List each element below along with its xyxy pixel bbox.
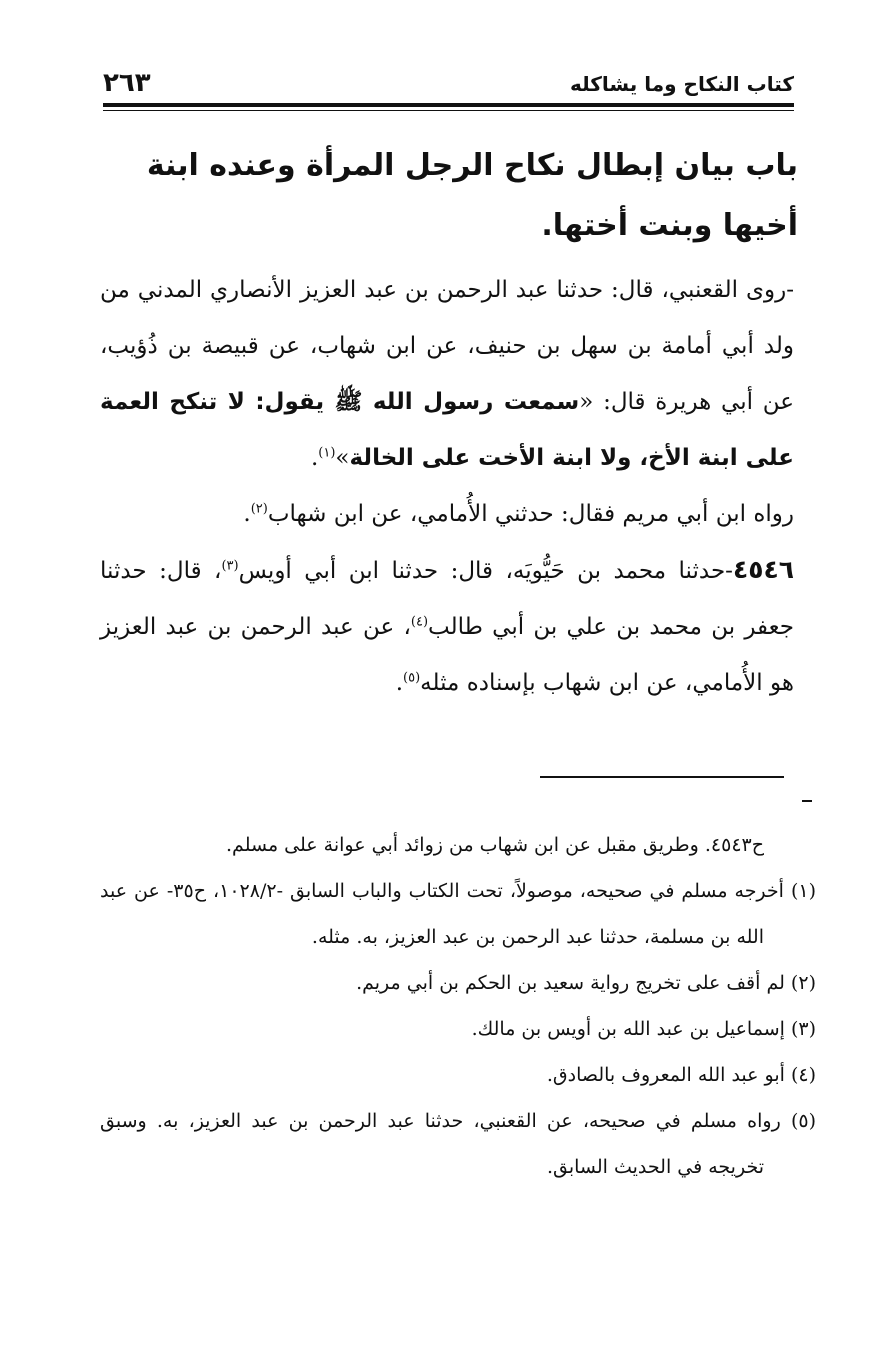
main-text: [100, 262, 794, 711]
narration-text: رواه ابن أبي مريم فقال: حدثني الأُمامي، عن ابن شهاب: [267, 501, 794, 527]
prophetic-quote: سمعت رسول الله ﷺ يقول: لا تنكح العمة على ابنة الأخ، ولا ابنة الأخت على الخالة: [100, 389, 794, 471]
paragraph-hadith-4546: [100, 542, 794, 711]
footnote-ref-2: (٢): [250, 501, 268, 517]
paragraph-end: .: [243, 501, 251, 527]
footnote-dash: [802, 800, 812, 802]
header-rule-thin: [103, 110, 794, 111]
paragraph-narration: [100, 486, 794, 542]
footnote-ref-5: (٥): [403, 670, 421, 686]
chapter-title: باب بيان إبطال نكاح الرجل المرأة وعنده ابنة أخيها وبنت أختها.: [146, 148, 798, 243]
footnote-2: (٢) لم أقف على تخريج رواية سعيد بن الحكم بن أبي مريم.: [356, 972, 816, 994]
hadith-number: ٤٥٤٦: [732, 555, 794, 584]
hadith-text-part2: ، قال: حدثنا جعفر بن محمد بن علي بن أبي طالب: [100, 558, 794, 640]
footnotes: [100, 822, 816, 1190]
footnote-4: (٤) أبو عبد الله المعروف بالصادق.: [546, 1064, 816, 1086]
footnote-separator: [540, 776, 784, 778]
running-header: [103, 68, 794, 102]
page-number: ٢٦٣: [103, 68, 151, 98]
paragraph-intro: -روى القعنبي، قال: حدثنا عبد الرحمن بن عبد العزيز الأنصاري المدني من ولد أبي أمامة بن سهل بن حنيف، عن ابن شهاب، عن قبيصة بن ذُؤيب، عن أبي هريرة قال: «: [100, 277, 794, 415]
hadith-text-part3: ، عن عبد الرحمن بن عبد العزيز هو الأُمامي، عن ابن شهاب بإسناده مثله: [100, 614, 794, 696]
paragraph-hadith-text: [100, 262, 794, 486]
footnote-ref-3: (٣): [221, 558, 239, 574]
footnote-ref-4: (٤): [410, 614, 429, 630]
footnote-3: (٣) إسماعيل بن عبد الله بن أويس بن مالك.: [471, 1018, 816, 1040]
paragraph-end: .: [310, 445, 319, 471]
footnote-1: (١) أخرجه مسلم في صحيحه، موصولاً، تحت الكتاب والباب السابق -١٠٢٨/٢، ح٣٥- عن عبد الله بن مسلمة، حدثنا عبد الرحمن بن عبد العزيز، به. مثله.: [100, 880, 817, 948]
footnote-ref-1: (١): [318, 445, 336, 461]
footnote-5: (٥) رواه مسلم في صحيحه، عن القعنبي، حدثنا عبد الرحمن بن عبد العزيز، به. وسبق تخريجه في الحديث السابق.: [100, 1110, 816, 1178]
header-rule-thick: [103, 103, 794, 107]
paragraph-end: .: [395, 670, 404, 696]
quote-close: »: [335, 445, 350, 471]
hadith-text-part1: -حدثنا محمد بن حَيُّويَه، قال: حدثنا ابن أبي أويس: [238, 558, 733, 584]
running-title: كتاب النكاح وما يشاكله: [570, 72, 794, 96]
footnote-carryover: ح٤٥٤٣. وطريق مقبل عن ابن شهاب من زوائد أبي عوانة على مسلم.: [226, 834, 764, 856]
